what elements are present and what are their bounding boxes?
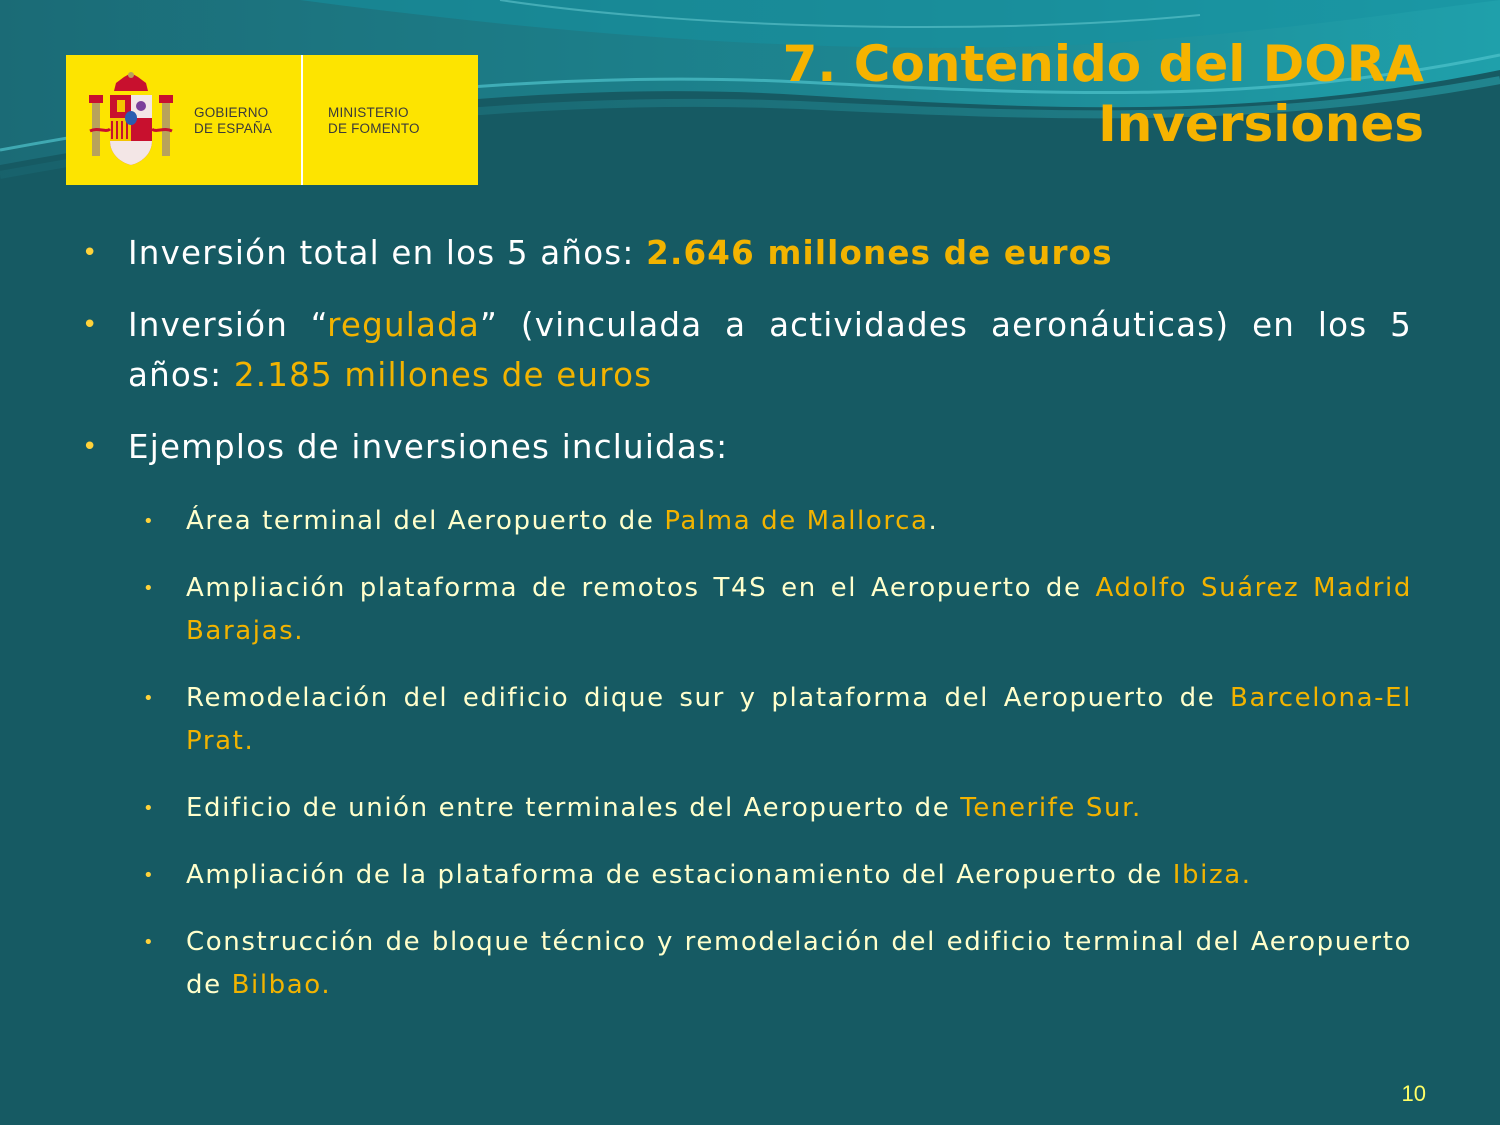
example-text: Área terminal del Aeropuerto de <box>186 506 665 536</box>
sub-bullet-dot: • <box>143 511 156 532</box>
example-airport: Ibiza. <box>1172 860 1252 890</box>
total-investment-value: 2.646 millones de euros <box>646 234 1113 272</box>
example-text: Edificio de unión entre terminales del Aeropuerto de <box>186 793 961 823</box>
example-airport: Barcelona-El Prat. <box>186 683 1412 756</box>
sub-bullet-dot: • <box>143 798 156 819</box>
sub-bullet-dot: • <box>143 578 156 599</box>
example-suffix: . <box>928 506 939 536</box>
example-airport: Adolfo Suárez Madrid Barajas. <box>186 573 1412 646</box>
example-item <box>138 921 1412 1007</box>
regulated-line2 <box>128 350 1412 400</box>
slide-title <box>783 34 1424 154</box>
title-line1: 7. Contenido del DORA <box>782 35 1424 93</box>
bullet-examples-heading <box>78 422 1412 472</box>
sub-bullet-dot: • <box>143 688 156 709</box>
example-airport: Tenerife Sur. <box>960 793 1142 823</box>
example-text: Ampliación de la plataforma de estacionamiento del Aeropuerto de <box>186 860 1173 890</box>
coat-of-arms-icon <box>88 71 174 169</box>
example-airport: Bilbao. <box>231 970 332 1000</box>
ministry-line1: MINISTERIO <box>328 105 409 120</box>
page-number: 10 <box>1401 1081 1426 1106</box>
example-text: Ampliación plataforma de remotos T4S en el Aeropuerto de <box>186 573 1096 603</box>
regulated-text-start: Inversión “ <box>128 306 328 344</box>
example-text: Construcción de bloque técnico y remodelación del edificio terminal del Aeropuerto de <box>186 927 1412 1000</box>
government-logo <box>66 55 478 185</box>
bullet-regulated-investment <box>78 300 1412 400</box>
government-line1: GOBIERNO <box>194 105 269 120</box>
example-text: Remodelación del edificio dique sur y plataforma del Aeropuerto de <box>186 683 1231 713</box>
total-investment-label: Inversión total en los 5 años: <box>128 234 647 272</box>
regulated-investment-value: 2.185 millones de euros <box>233 356 653 394</box>
example-item <box>138 567 1412 653</box>
bullet-dot: • <box>82 432 99 462</box>
ministry-name <box>328 105 420 137</box>
government-line2: DE ESPAÑA <box>194 121 273 136</box>
sub-bullet-dot: • <box>143 865 156 886</box>
ministry-line2: DE FOMENTO <box>328 121 420 136</box>
example-airport: Palma de Mallorca <box>664 506 929 536</box>
bullet-dot: • <box>82 238 99 268</box>
example-item <box>138 677 1412 763</box>
logo-divider <box>301 55 303 185</box>
example-item <box>138 787 1412 830</box>
bullet-list <box>78 228 1412 1031</box>
regulated-line1 <box>128 300 1412 350</box>
title-line2: Inversiones <box>1098 95 1424 153</box>
government-name <box>194 105 272 137</box>
example-item <box>138 854 1412 897</box>
example-item <box>138 500 1412 543</box>
regulated-text-end: años: <box>128 356 234 394</box>
regulated-term: regulada <box>327 306 481 344</box>
bullet-total-investment <box>78 228 1412 278</box>
sub-bullet-dot: • <box>143 932 156 953</box>
regulated-text-middle: ” (vinculada a actividades aeronáuticas) en los 5 <box>480 306 1412 344</box>
bullet-dot: • <box>82 310 99 340</box>
examples-heading-text: Ejemplos de inversiones incluidas: <box>128 428 729 466</box>
